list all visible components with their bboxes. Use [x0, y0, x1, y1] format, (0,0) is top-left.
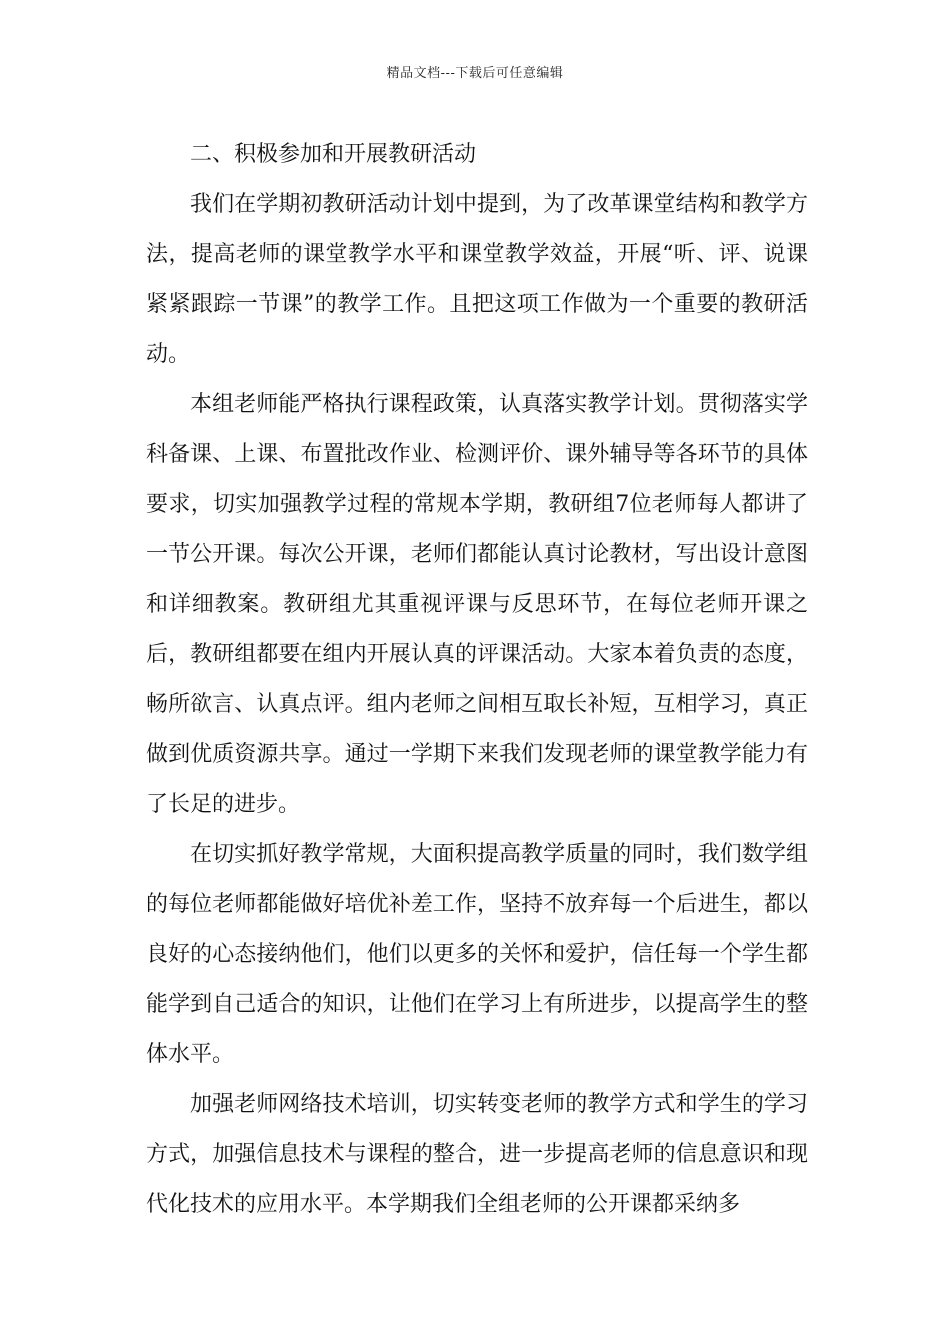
paragraph-3: 在切实抓好教学常规，大面积提高教学质量的同时，我们数学组的每位老师都能做好培优补差工作，坚持不放弃每一个后进生，都以良好的心态接纳他们，他们以更多的关怀和爱护，信任每一个学生都能学到自己适合的知识，让他们在学习上有所进步，以提高学生的整体水平。: [146, 842, 808, 1067]
paragraph-4: 加强老师网络技术培训，切实转变老师的教学方式和学生的学习方式，加强信息技术与课程的整合，进一步提高老师的信息意识和现代化技术的应用水平。本学期我们全组老师的公开课都采纳多: [146, 1092, 808, 1217]
section-heading: 二、积极参加和开展教研活动: [190, 142, 477, 167]
page-header: 精品文档---下载后可任意编辑: [386, 66, 564, 81]
paragraph-1: 我们在学期初教研活动计划中提到，为了改革课堂结构和教学方法，提高老师的课堂教学水平和课堂教学效益，开展“听、评、说课紧紧跟踪一节课”的教学工作。且把这项工作做为一个重要的教研活动。: [146, 192, 808, 367]
paragraph-2: 本组老师能严格执行课程政策，认真落实教学计划。贯彻落实学科备课、上课、布置批改作业、检测评价、课外辅导等各环节的具体要求，切实加强教学过程的常规本学期，教研组7位老师每人都讲了一节公开课。每次公开课，老师们都能认真讨论教材，写出设计意图和详细教案。教研组尤其重视评课与反思环节，在每位老师开课之后，教研组都要在组内开展认真的评课活动。大家本着负责的态度，畅所欲言、认真点评。组内老师之间相互取长补短，互相学习，真正做到优质资源共享。通过一学期下来我们发现老师的课堂教学能力有了长足的进步。: [146, 392, 808, 817]
document-body: [146, 130, 808, 1230]
